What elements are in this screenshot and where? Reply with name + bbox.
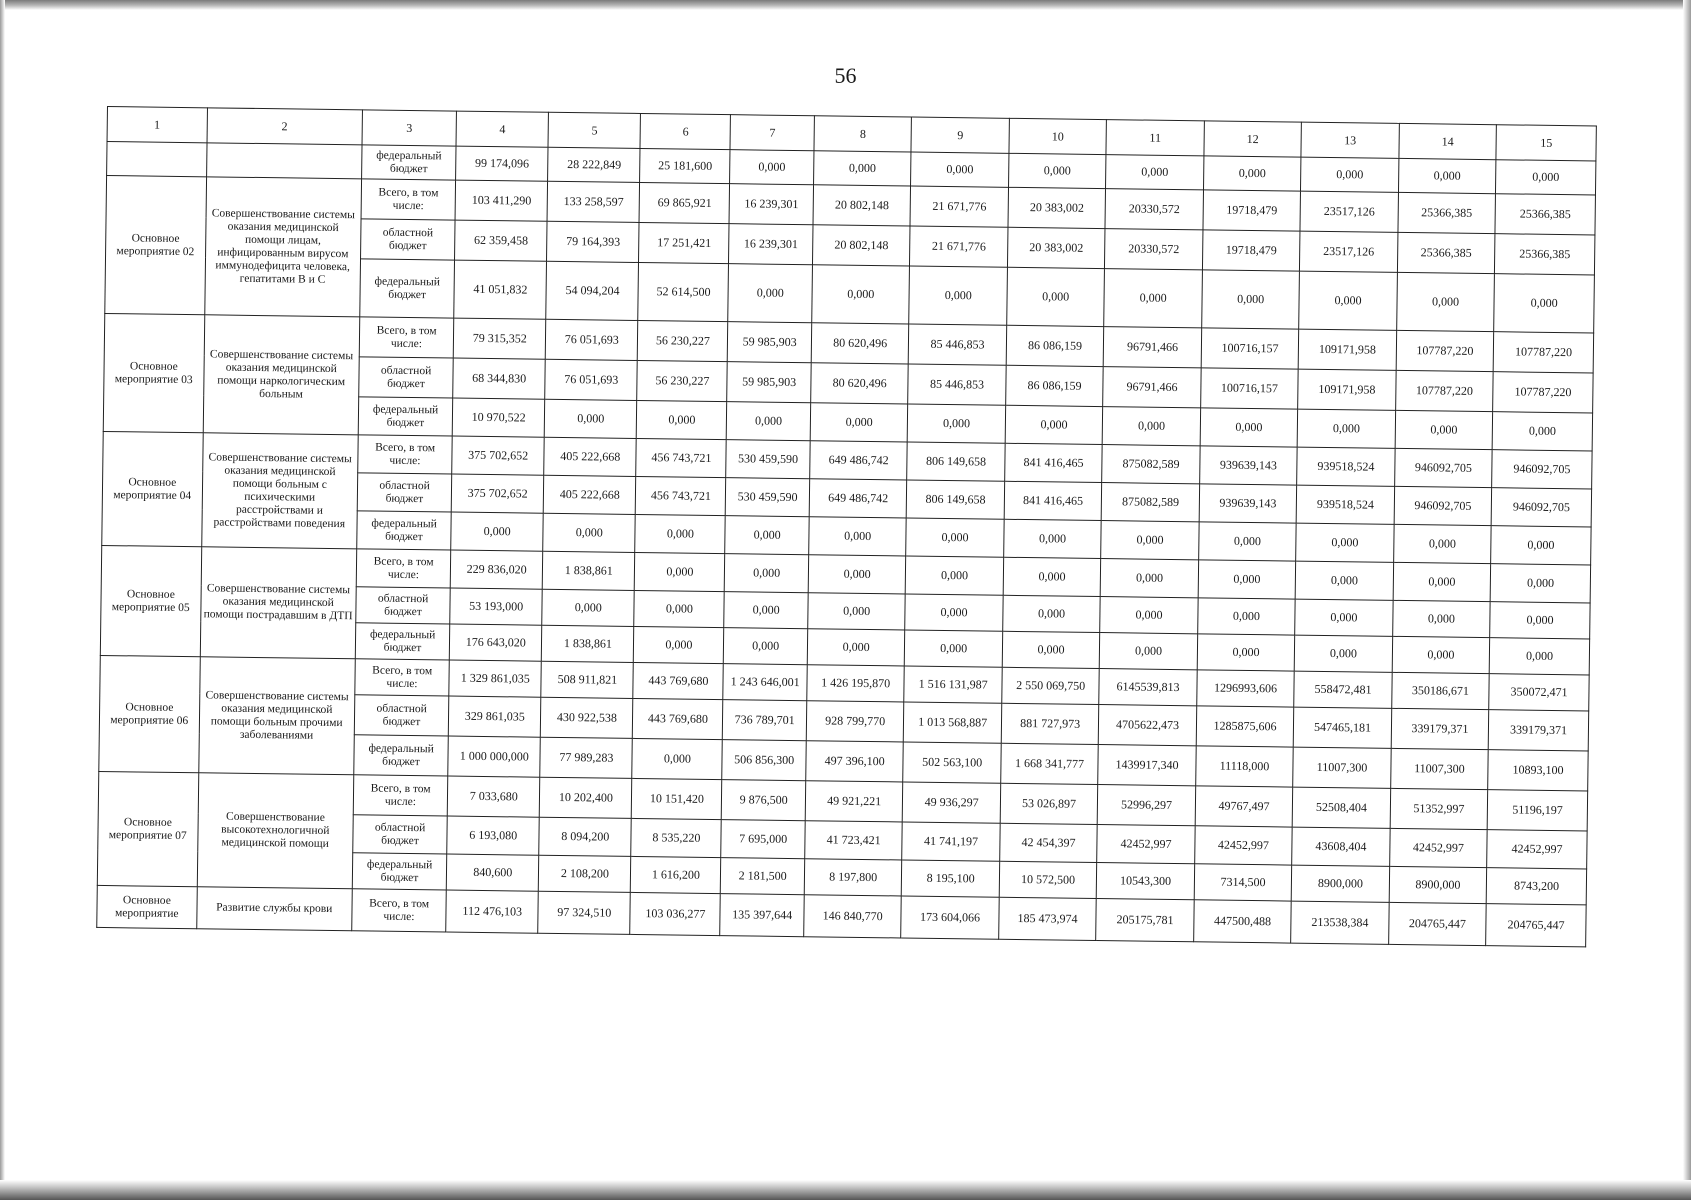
value-cell: 99 174,096 <box>456 146 549 181</box>
value-cell: 133 258,597 <box>547 181 640 222</box>
value-cell: 10 202,400 <box>540 777 633 818</box>
value-cell: 447500,488 <box>1193 900 1291 943</box>
value-cell: 806 149,658 <box>907 442 1005 481</box>
value-cell: 0,000 <box>812 265 910 324</box>
value-cell: 0,000 <box>1392 600 1490 637</box>
value-cell: 17 251,421 <box>639 222 729 263</box>
funding-source-cell: федеральный бюджет <box>357 511 452 550</box>
value-cell: 28 222,849 <box>548 147 641 182</box>
value-cell: 204765,447 <box>1388 902 1486 945</box>
value-cell: 875082,589 <box>1102 483 1200 522</box>
value-cell: 0,000 <box>1297 409 1395 448</box>
value-cell: 205175,781 <box>1096 899 1194 942</box>
value-cell: 0,000 <box>1202 270 1300 329</box>
value-cell: 0,000 <box>1296 523 1394 562</box>
funding-source-cell: Всего, в том числе: <box>355 659 450 696</box>
column-number-header: 4 <box>456 111 549 147</box>
funding-source-cell: федеральный бюджет <box>358 397 453 436</box>
value-cell: 456 743,721 <box>636 438 726 477</box>
scan-edge-left <box>0 0 5 1200</box>
value-cell: 1 668 341,777 <box>1001 743 1099 784</box>
value-cell: 736 789,701 <box>723 700 807 741</box>
value-cell: 0,000 <box>1393 524 1491 563</box>
value-cell: 20 383,002 <box>1007 227 1105 268</box>
value-cell: 6145539,813 <box>1099 669 1197 706</box>
value-cell: 103 036,277 <box>630 892 721 935</box>
value-cell: 53 193,000 <box>450 588 543 625</box>
column-number-header: 9 <box>911 117 1009 153</box>
column-number-header: 15 <box>1496 125 1596 161</box>
value-cell: 0,000 <box>905 630 1003 667</box>
value-cell: 42452,997 <box>1389 828 1487 867</box>
value-cell: 10893,100 <box>1488 750 1588 791</box>
value-cell: 8743,200 <box>1486 868 1586 905</box>
value-cell: 841 416,465 <box>1005 443 1103 482</box>
value-cell: 506 856,300 <box>722 740 806 781</box>
value-cell: 0,000 <box>1101 521 1199 560</box>
value-cell: 0,000 <box>1301 157 1399 192</box>
value-cell: 508 911,821 <box>541 661 634 698</box>
value-cell: 21 671,776 <box>910 186 1008 227</box>
value-cell: 96791,466 <box>1104 327 1202 368</box>
value-cell: 59 985,903 <box>728 322 812 363</box>
funding-source-cell: областной бюджет <box>359 357 454 398</box>
value-cell: 69 865,921 <box>639 182 729 223</box>
value-cell: 49767,497 <box>1195 786 1293 827</box>
value-cell: 100716,157 <box>1201 328 1299 369</box>
value-cell: 430 922,538 <box>541 697 634 738</box>
value-cell: 0,000 <box>1398 158 1496 193</box>
value-cell: 0,000 <box>543 513 636 552</box>
value-cell: 109171,958 <box>1298 369 1396 410</box>
value-cell: 1 243 646,001 <box>723 664 807 701</box>
value-cell: 4705622,473 <box>1099 705 1197 746</box>
value-cell: 0,000 <box>908 404 1006 443</box>
value-cell: 939639,143 <box>1199 484 1297 523</box>
value-cell: 8900,000 <box>1389 866 1487 903</box>
value-cell: 0,000 <box>1392 636 1490 673</box>
value-cell: 0,000 <box>911 152 1009 187</box>
value-cell: 0,000 <box>634 590 724 627</box>
value-cell: 41 741,197 <box>902 822 1000 861</box>
value-cell: 42452,997 <box>1195 826 1293 865</box>
value-cell: 497 396,100 <box>806 741 904 782</box>
value-cell: 1 838,861 <box>542 625 635 662</box>
value-cell: 1 838,861 <box>543 551 636 590</box>
value-cell: 0,000 <box>1198 560 1296 599</box>
value-cell: 1 329 861,035 <box>449 660 542 697</box>
description-cell-empty <box>206 143 362 179</box>
scan-edge-top <box>0 0 1691 10</box>
value-cell: 19718,479 <box>1202 230 1300 271</box>
value-cell: 42452,997 <box>1097 825 1195 864</box>
event-cell: Основное мероприятие 03 <box>103 313 204 432</box>
value-cell: 49 936,297 <box>903 782 1001 823</box>
value-cell: 25366,385 <box>1495 194 1595 235</box>
value-cell: 112 476,103 <box>446 890 539 933</box>
table-body <box>97 107 1597 947</box>
value-cell: 10543,300 <box>1097 863 1195 900</box>
value-cell: 56 230,227 <box>638 320 728 361</box>
value-cell: 0,000 <box>730 150 814 185</box>
column-number-header: 14 <box>1399 123 1497 159</box>
value-cell: 0,000 <box>808 555 906 594</box>
value-cell: 1 426 195,870 <box>807 665 905 702</box>
value-cell: 649 486,742 <box>809 479 907 518</box>
value-cell: 2 181,500 <box>721 858 805 895</box>
value-cell: 502 563,100 <box>903 742 1001 783</box>
value-cell: 0,000 <box>1008 153 1106 188</box>
value-cell: 0,000 <box>810 403 908 442</box>
column-number-header: 10 <box>1009 118 1107 154</box>
value-cell: 0,000 <box>1002 631 1100 668</box>
value-cell: 0,000 <box>728 264 812 323</box>
value-cell: 7 033,680 <box>447 776 540 817</box>
value-cell: 1 000 000,000 <box>448 736 541 777</box>
event-cell: Основное мероприятие 05 <box>100 545 201 656</box>
funding-source-cell: Всего, в том числе: <box>356 549 451 588</box>
value-cell: 928 799,770 <box>806 701 904 742</box>
value-cell: 20 802,148 <box>812 225 910 266</box>
value-cell: 0,000 <box>1496 160 1596 195</box>
event-cell: Основное мероприятие 06 <box>99 655 200 772</box>
value-cell: 11118,000 <box>1196 746 1294 787</box>
value-cell: 0,000 <box>1295 635 1393 672</box>
value-cell: 97 324,510 <box>538 891 631 934</box>
value-cell: 85 446,853 <box>908 364 1006 405</box>
value-cell: 0,000 <box>1198 598 1296 635</box>
value-cell: 375 702,652 <box>452 436 545 475</box>
value-cell: 0,000 <box>909 266 1007 325</box>
value-cell: 23517,126 <box>1300 191 1398 232</box>
value-cell: 41 723,421 <box>805 821 903 860</box>
value-cell: 8900,000 <box>1291 865 1389 902</box>
value-cell: 10 151,420 <box>632 778 722 819</box>
column-number-header: 1 <box>107 107 207 143</box>
value-cell: 0,000 <box>1492 412 1592 451</box>
value-cell: 0,000 <box>809 517 907 556</box>
value-cell: 20 383,002 <box>1008 187 1106 228</box>
value-cell: 42 454,397 <box>1000 823 1098 862</box>
value-cell: 79 164,393 <box>547 221 640 262</box>
value-cell: 7314,500 <box>1194 864 1292 901</box>
value-cell: 2 550 069,750 <box>1002 667 1100 704</box>
column-number-header: 13 <box>1301 122 1399 158</box>
value-cell: 25 181,600 <box>640 148 730 183</box>
value-cell: 0,000 <box>545 399 638 438</box>
page-number: 56 <box>834 63 857 88</box>
value-cell: 0,000 <box>813 151 911 186</box>
scan-edge-right <box>1683 0 1691 1200</box>
value-cell: 558472,481 <box>1294 671 1392 708</box>
value-cell: 107787,220 <box>1395 370 1493 411</box>
value-cell: 8 094,200 <box>539 817 632 856</box>
value-cell: 107787,220 <box>1493 332 1593 373</box>
value-cell: 875082,589 <box>1102 445 1200 484</box>
value-cell: 350072,471 <box>1489 674 1589 711</box>
value-cell: 229 836,020 <box>450 550 543 589</box>
value-cell: 135 397,644 <box>720 894 804 937</box>
value-cell: 1 616,200 <box>631 856 721 893</box>
value-cell: 51352,997 <box>1390 788 1488 829</box>
value-cell: 49 921,221 <box>805 781 903 822</box>
value-cell: 0,000 <box>637 400 727 439</box>
value-cell: 946092,705 <box>1491 488 1591 527</box>
column-number-header: 3 <box>362 110 457 146</box>
value-cell: 0,000 <box>1100 633 1198 670</box>
value-cell: 25366,385 <box>1495 234 1595 275</box>
value-cell: 41 051,832 <box>454 260 547 319</box>
description-cell: Совершенствование системы оказания медицинской помощи больным с психическими расстройствами и расстройствами поведения <box>201 433 358 549</box>
value-cell: 0,000 <box>632 738 722 779</box>
funding-source-cell: Всего, в том числе: <box>361 179 456 220</box>
value-cell: 0,000 <box>807 629 905 666</box>
value-cell: 0,000 <box>1490 564 1590 603</box>
description-cell: Совершенствование системы оказания медицинской помощи пострадавшим в ДТП <box>200 547 357 659</box>
value-cell: 76 051,693 <box>546 319 639 360</box>
value-cell: 530 459,590 <box>726 440 810 479</box>
value-cell: 0,000 <box>1200 408 1298 447</box>
funding-source-cell: Всего, в том числе: <box>352 889 447 932</box>
value-cell: 76 051,693 <box>545 359 638 400</box>
funding-source-cell: федеральный бюджет <box>352 853 447 890</box>
funding-source-cell: Всего, в том числе: <box>353 775 448 816</box>
value-cell: 20330,572 <box>1105 189 1203 230</box>
funding-source-cell: федеральный бюджет <box>354 735 449 776</box>
value-cell: 0,000 <box>1198 522 1296 561</box>
value-cell: 840,600 <box>446 854 539 891</box>
value-cell: 881 727,973 <box>1001 703 1099 744</box>
value-cell: 0,000 <box>1106 155 1204 190</box>
value-cell: 0,000 <box>1299 271 1397 330</box>
value-cell: 0,000 <box>1003 557 1101 596</box>
value-cell: 19718,479 <box>1203 190 1301 231</box>
value-cell: 0,000 <box>808 593 906 630</box>
description-cell: Совершенствование высокотехнологичной медицинской помощи <box>197 773 354 889</box>
column-number-header: 11 <box>1106 120 1204 156</box>
value-cell: 0,000 <box>725 516 809 555</box>
value-cell: 0,000 <box>724 628 808 665</box>
value-cell: 20330,572 <box>1105 229 1203 270</box>
value-cell: 53 026,897 <box>1000 783 1098 824</box>
value-cell: 0,000 <box>1396 272 1494 331</box>
value-cell: 185 473,974 <box>999 897 1097 940</box>
value-cell: 0,000 <box>1005 405 1103 444</box>
value-cell: 107787,220 <box>1396 330 1494 371</box>
value-cell: 85 446,853 <box>909 324 1007 365</box>
value-cell: 8 195,100 <box>902 860 1000 897</box>
description-cell: Совершенствование системы оказания медицинской помощи больным прочими заболеваниями <box>198 657 355 775</box>
value-cell: 806 149,658 <box>907 480 1005 519</box>
funding-source-cell: областной бюджет <box>356 587 451 624</box>
value-cell: 0,000 <box>1104 269 1202 328</box>
value-cell: 329 861,035 <box>448 696 541 737</box>
value-cell: 0,000 <box>1203 156 1301 191</box>
value-cell: 0,000 <box>1295 599 1393 636</box>
value-cell: 0,000 <box>635 514 725 553</box>
column-number-header: 8 <box>814 116 912 152</box>
budget-table <box>96 106 1597 947</box>
funding-source-cell: областной бюджет <box>353 815 448 854</box>
value-cell: 43608,404 <box>1292 827 1390 866</box>
value-cell: 0,000 <box>1490 602 1590 639</box>
funding-source-cell: областной бюджет <box>357 473 452 512</box>
value-cell: 1296993,606 <box>1197 670 1295 707</box>
value-cell: 9 876,500 <box>722 780 806 821</box>
column-number-header: 7 <box>730 115 814 151</box>
event-cell: Основное мероприятие 04 <box>102 431 203 546</box>
value-cell: 86 086,159 <box>1006 365 1104 406</box>
value-cell: 0,000 <box>1197 634 1295 671</box>
event-cell: Основное мероприятие <box>97 885 197 928</box>
value-cell: 146 840,770 <box>804 895 902 938</box>
column-number-header: 5 <box>548 112 641 148</box>
column-number-header: 2 <box>207 108 363 145</box>
value-cell: 8 197,800 <box>804 859 902 896</box>
value-cell: 86 086,159 <box>1006 325 1104 366</box>
value-cell: 939639,143 <box>1199 446 1297 485</box>
value-cell: 79 315,352 <box>453 318 546 359</box>
value-cell: 405 222,668 <box>544 475 637 514</box>
value-cell: 7 695,000 <box>721 820 805 859</box>
value-cell: 80 620,496 <box>811 323 909 364</box>
value-cell: 0,000 <box>1004 519 1102 558</box>
value-cell: 77 989,283 <box>540 737 633 778</box>
value-cell: 68 344,830 <box>453 358 546 399</box>
value-cell: 350186,671 <box>1391 672 1489 709</box>
value-cell: 52508,404 <box>1292 787 1390 828</box>
value-cell: 1 013 568,887 <box>904 702 1002 743</box>
value-cell: 946092,705 <box>1492 450 1592 489</box>
value-cell: 0,000 <box>1295 561 1393 600</box>
value-cell: 841 416,465 <box>1004 481 1102 520</box>
funding-source-cell: федеральный бюджет <box>360 259 455 318</box>
value-cell: 0,000 <box>727 402 811 441</box>
value-cell: 10 970,522 <box>452 398 545 437</box>
value-cell: 0,000 <box>1103 407 1201 446</box>
column-number-header: 6 <box>640 113 730 149</box>
value-cell: 100716,157 <box>1200 368 1298 409</box>
value-cell: 6 193,080 <box>447 816 540 855</box>
value-cell: 11007,300 <box>1293 747 1391 788</box>
funding-source-cell: федеральный бюджет <box>355 623 450 660</box>
value-cell: 51196,197 <box>1487 790 1587 831</box>
document-sheet <box>96 106 1597 947</box>
value-cell: 939518,524 <box>1296 485 1394 524</box>
value-cell: 10 572,500 <box>999 861 1097 898</box>
value-cell: 213538,384 <box>1291 901 1389 944</box>
value-cell: 547465,181 <box>1294 707 1392 748</box>
value-cell: 16 239,301 <box>729 184 813 225</box>
value-cell: 21 671,776 <box>910 226 1008 267</box>
scan-edge-bottom <box>0 1180 1691 1200</box>
value-cell: 16 239,301 <box>729 224 813 265</box>
value-cell: 52996,297 <box>1098 785 1196 826</box>
value-cell: 1285875,606 <box>1196 706 1294 747</box>
value-cell: 20 802,148 <box>813 185 911 226</box>
value-cell: 0,000 <box>724 592 808 629</box>
value-cell: 25366,385 <box>1397 232 1495 273</box>
value-cell: 80 620,496 <box>811 363 909 404</box>
event-cell: Основное мероприятие 02 <box>105 176 206 315</box>
value-cell: 2 108,200 <box>539 855 632 892</box>
value-cell: 1439917,340 <box>1098 745 1196 786</box>
value-cell: 443 769,680 <box>633 698 723 739</box>
value-cell: 59 985,903 <box>727 362 811 403</box>
value-cell: 0,000 <box>1494 274 1595 333</box>
description-cell: Совершенствование системы оказания медицинской помощи лицам, инфицированным вирусом иммунодефицита человека, гепатитами В и С <box>204 177 361 317</box>
value-cell: 25366,385 <box>1398 192 1496 233</box>
funding-source-cell: федеральный бюджет <box>361 145 456 180</box>
value-cell: 0,000 <box>906 518 1004 557</box>
value-cell: 0,000 <box>542 589 635 626</box>
value-cell: 0,000 <box>1003 595 1101 632</box>
value-cell: 0,000 <box>725 554 809 593</box>
value-cell: 443 769,680 <box>633 662 723 699</box>
funding-source-cell: Всего, в том числе: <box>359 317 454 358</box>
value-cell: 0,000 <box>905 594 1003 631</box>
value-cell: 176 643,020 <box>449 624 542 661</box>
funding-source-cell: областной бюджет <box>354 695 449 736</box>
value-cell: 0,000 <box>451 512 544 551</box>
value-cell: 649 486,742 <box>810 441 908 480</box>
value-cell: 0,000 <box>1101 559 1199 598</box>
description-cell: Совершенствование системы оказания медицинской помощи наркологическим больным <box>203 315 360 435</box>
value-cell: 339179,371 <box>1391 708 1489 749</box>
value-cell: 0,000 <box>634 626 724 663</box>
value-cell: 42452,997 <box>1487 830 1587 869</box>
funding-source-cell: Всего, в том числе: <box>358 435 453 474</box>
description-cell: Развитие службы крови <box>196 887 352 931</box>
value-cell: 0,000 <box>1007 267 1105 326</box>
value-cell: 0,000 <box>1393 562 1491 601</box>
value-cell: 0,000 <box>1489 638 1589 675</box>
column-number-header: 12 <box>1204 121 1302 157</box>
value-cell: 56 230,227 <box>637 360 727 401</box>
value-cell: 0,000 <box>1100 597 1198 634</box>
value-cell: 946092,705 <box>1394 486 1492 525</box>
value-cell: 0,000 <box>906 556 1004 595</box>
event-cell: Основное мероприятие 07 <box>97 771 198 886</box>
value-cell: 0,000 <box>1491 526 1591 565</box>
value-cell: 339179,371 <box>1488 710 1588 751</box>
event-cell-empty <box>107 142 207 177</box>
value-cell: 939518,524 <box>1297 447 1395 486</box>
value-cell: 23517,126 <box>1300 231 1398 272</box>
value-cell: 946092,705 <box>1394 448 1492 487</box>
value-cell: 103 411,290 <box>455 180 548 221</box>
value-cell: 109171,958 <box>1298 329 1396 370</box>
funding-source-cell: областной бюджет <box>360 219 455 260</box>
value-cell: 0,000 <box>635 552 725 591</box>
value-cell: 173 604,066 <box>901 896 999 939</box>
value-cell: 54 094,204 <box>546 261 639 320</box>
value-cell: 96791,466 <box>1103 367 1201 408</box>
value-cell: 52 614,500 <box>638 262 729 321</box>
value-cell: 1 516 131,987 <box>904 666 1002 703</box>
value-cell: 204765,447 <box>1486 904 1586 947</box>
value-cell: 62 359,458 <box>455 220 548 261</box>
value-cell: 0,000 <box>1395 410 1493 449</box>
value-cell: 107787,220 <box>1493 372 1593 413</box>
value-cell: 375 702,652 <box>451 474 544 513</box>
value-cell: 8 535,220 <box>631 818 721 857</box>
value-cell: 456 743,721 <box>636 476 726 515</box>
value-cell: 530 459,590 <box>726 478 810 517</box>
value-cell: 11007,300 <box>1390 748 1488 789</box>
value-cell: 405 222,668 <box>544 437 637 476</box>
